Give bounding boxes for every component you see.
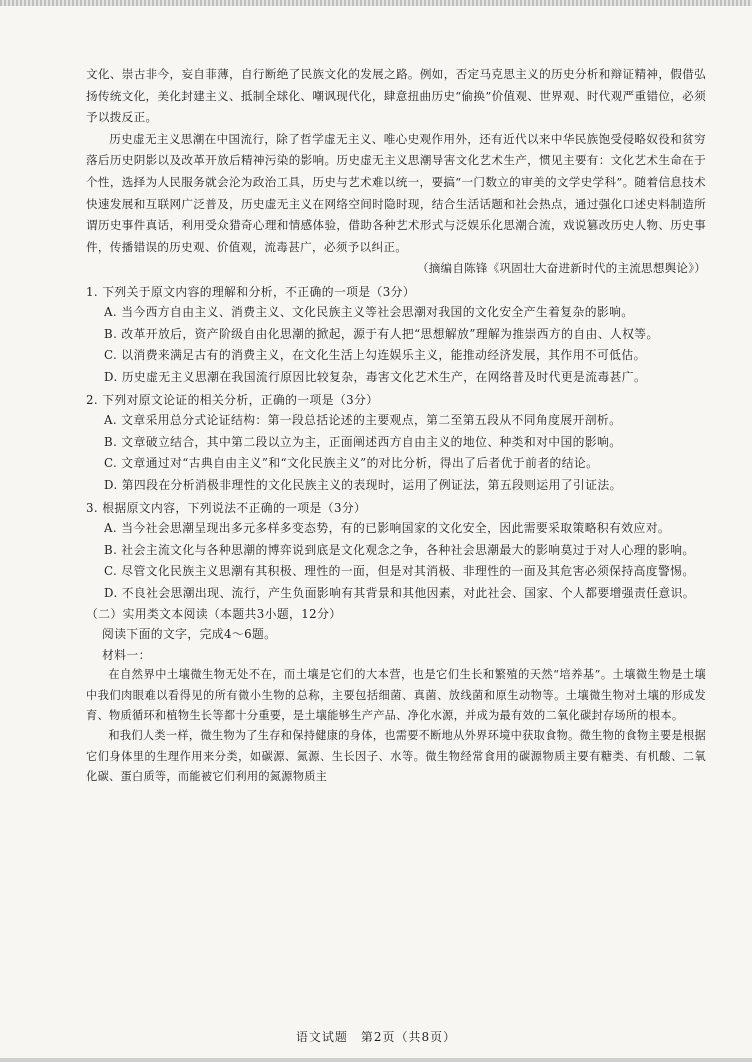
question-option: D. 不良社会思潮出现、流行，产生负面影响有其背景和其他因素，对此社会、国家、个人都要增强责任意识。 [104,585,695,600]
section-practical-reading [86,604,706,788]
section-heading: （二）实用类文本阅读（本题共3小题，12分） [86,607,342,622]
question-option: C. 文章通过对“古典自由主义”和“文化民族主义”的对比分析，得出了后者优于前者的结论。 [104,456,599,471]
material-paragraph-2: 和我们人类一样，微生物为了生存和保持健康的身体，也需要不断地从外界环境中获取食物。微生物的食物主要是根据它们身体里的生理作用来分类，如碳源、氮源、生长因子、水等。微生物经常食用的碳源物质主要有糖类、有机酸、二氧化碳、蛋白质等，而能被它们利用的氮源物质主 [86,729,706,784]
question-option: B. 文章破立结合，其中第二段以立为主，正面阐述西方自由主义的地位、种类和对中国的影响。 [104,434,622,449]
question-stem: 2. 下列对原文论证的相关分析，正确的一项是（3分） [86,392,379,407]
question-stem: 3. 根据原文内容，下列说法不正确的一项是（3分） [86,501,367,515]
question-option: A. 文章采用总分式论证结构：第一段总括论述的主要观点，第二至第五段从不同角度展开剖析。 [104,413,622,428]
scan-edge-top [0,0,752,6]
page-content [86,64,706,788]
question-option: A. 当今西方自由主义、消费主义、文化民族主义等社会思潮对我国的文化安全产生着复杂的影响。 [104,305,634,320]
question-option: B. 改革开放后，资产阶级自由化思潮的掀起，源于有人把“思想解放”理解为推崇西方的自由、人权等。 [104,326,659,341]
page-footer: 语文试题 第2页（共8页） [295,1030,457,1044]
passage-citation: （摘编自陈锋《巩固壮大奋进新时代的主流思想舆论》） [416,261,706,276]
passage-paragraph-1: 文化、崇古非今，妄自菲薄，自行断绝了民族文化的发展之路。例如，否定马克思主义的历史分析和辩证精神，假借弘扬传统文化，美化封建主义、抵制全球化、嘲讽现代化，肆意扭曲历史“偷换”价值观、世界观、时代观严重错位，必须予以拨反正。 [86,67,706,125]
question-option: C. 尽管文化民族主义思潮有其积极、理性的一面，但是对其消极、非理性的一面及其危害必须保持高度警惕。 [104,564,695,579]
question-stem: 1. 下列关于原文内容的理解和分析，不正确的一项是（3分） [86,284,416,299]
question-option: D. 历史虚无主义思潮在我国流行原因比较复杂，毒害文化艺术生产，在网络普及时代更是流毒甚广。 [104,369,647,384]
material-paragraph-1: 在自然界中土壤微生物无处不在，而土壤是它们的大本营，也是它们生长和繁殖的天然“培养基”。土壤微生物是土壤中我们肉眼难以看得见的所有微小生物的总称，主要包括细菌、真菌、放线菌和原生动物等。土壤微生物对土壤的形成发育、物质循环和植物生长等都十分重要，是土壤能够生产产品、净化水源，并成为最有效的二氧化碳封存场所的根本。 [86,668,706,723]
question-2 [86,390,706,496]
scan-edge-bottom [0,1058,752,1062]
question-1 [86,282,706,388]
question-option: B. 社会主流文化与各种思潮的博弈说到底是文化观念之争，各种社会思潮最大的影响莫过于对人心理的影响。 [104,542,695,557]
material-label: 材料一： [102,647,151,662]
passage-paragraph-2: 历史虚无主义思潮在中国流行，除了哲学虚无主义、唯心史观作用外，还有近代以来中华民族饱受侵略奴役和贫穷落后历史阴影以及改革开放后精神污染的影响。历史虚无主义思潮导害文化艺术生产，惯见主要有：文化艺术生命在于个性，选择为人民服务就会沦为政治工具，历史与艺术难以统一，要搞“一门数立的审美的文学史学科”。随着信息技术快速发展和互联网广泛普及，历史虚无主义在网络空间时隐时现，结合生活话题和社会热点，通过强化口述史料制造所谓历史事件真话，利用受众猎奇心理和情感体验，借助各种艺术形式与泛娱乐化思潮合流，戏说篡改历史人物、历史事件，传播错误的历史观、价值观，流毒甚广，必须予以纠正。 [86,131,706,254]
question-3 [86,498,706,604]
question-option: D. 第四段在分析消极非理性的文化民族主义的表现时，运用了例证法，第五段则运用了引证法。 [104,477,622,492]
section-instruction: 阅读下面的文字，完成4～6题。 [102,627,277,642]
question-option: C. 以消费来满足古有的消费主义，在文化生活上勾连娱乐主义，能推动经济发展，其作用不可低估。 [104,348,646,363]
question-option: A. 当今社会思潮呈现出多元多样多变态势，有的已影响国家的文化安全，因此需要采取策略积有效应对。 [104,521,671,536]
